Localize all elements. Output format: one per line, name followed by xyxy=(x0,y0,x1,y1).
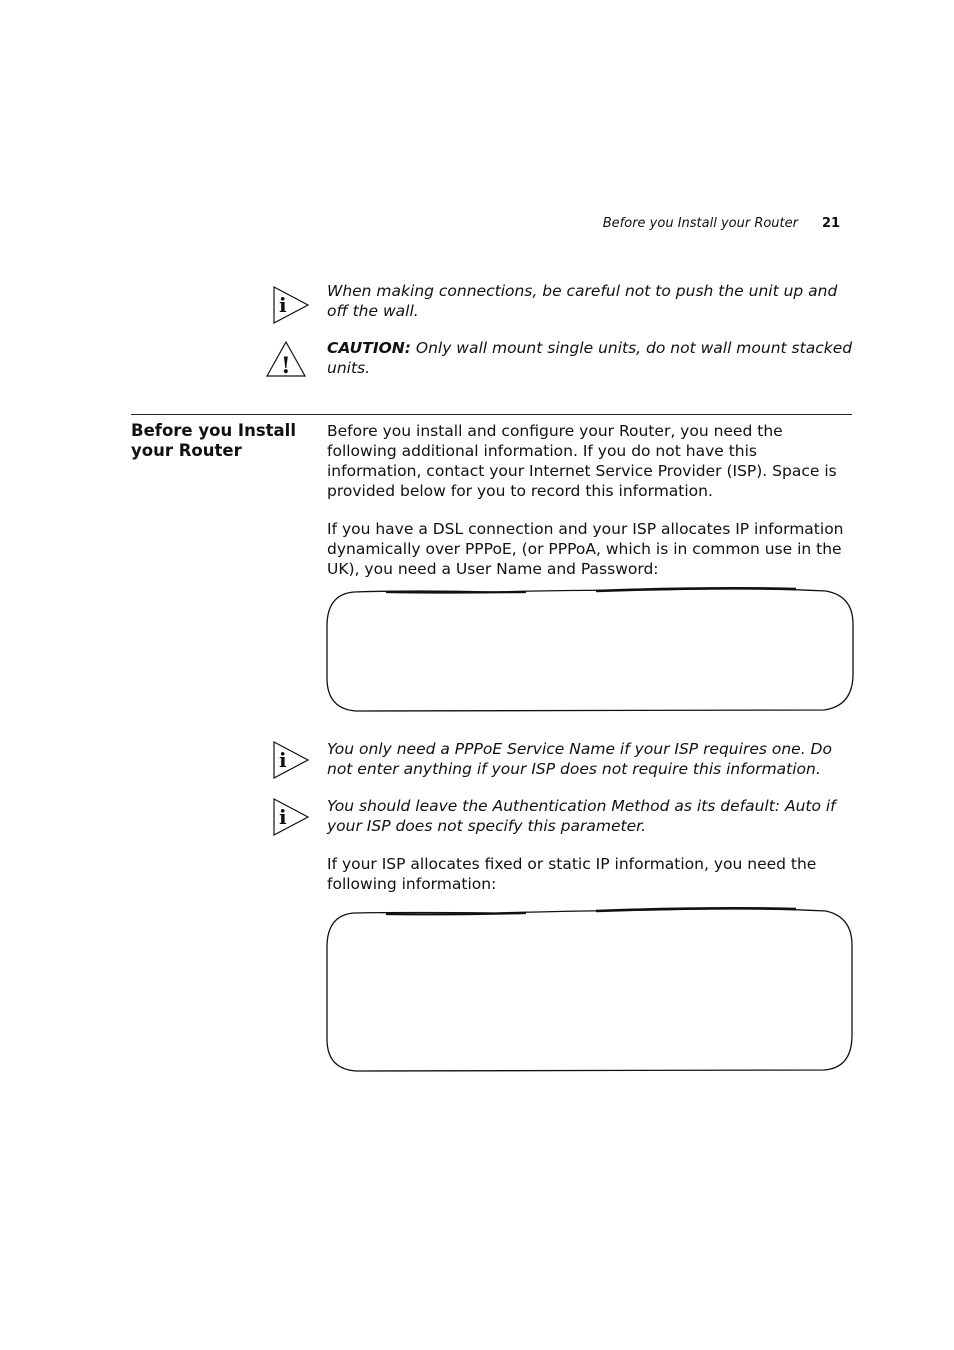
section-heading: Before you Install your Router xyxy=(131,421,296,460)
caution-note xyxy=(327,338,855,378)
caution-label: CAUTION: xyxy=(327,339,411,357)
note-service-name: You only need a PPPoE Service Name if your ISP requires one. Do not enter anything if your ISP does not require this information. xyxy=(327,740,832,778)
note-connections: When making connections, be careful not to push the unit up and off the wall. xyxy=(327,282,838,320)
svg-text:i: i xyxy=(279,805,287,829)
info-icon xyxy=(272,797,312,839)
running-header-title: Before you Install your Router xyxy=(602,216,798,231)
dsl-paragraph: If you have a DSL connection and your ISP allocates IP information dynamically over PPPoE, (or PPPoA, which is in common use in the UK), you need a User Name and Password: xyxy=(327,520,844,578)
intro-paragraph: Before you install and configure your Router, you need the following additional information. If you do not have this information, contact your Internet Service Provider (ISP). Space is provided below for you to record this information. xyxy=(327,422,837,500)
page-number: 21 xyxy=(822,216,841,231)
section-divider xyxy=(131,414,852,415)
caution-text: Only wall mount single units, do not wall mount stacked units. xyxy=(327,339,853,377)
info-icon xyxy=(272,285,312,327)
svg-text:i: i xyxy=(279,293,287,317)
info-icon xyxy=(272,740,312,782)
record-box-static-ip xyxy=(326,905,856,1075)
svg-text:!: ! xyxy=(281,353,291,379)
svg-text:i: i xyxy=(279,748,287,772)
record-box-pppoe xyxy=(326,584,856,714)
static-ip-paragraph: If your ISP allocates fixed or static IP information, you need the following information: xyxy=(327,855,817,893)
warning-icon xyxy=(265,340,305,382)
note-authentication: You should leave the Authentication Method as its default: Auto if your ISP does not specify this parameter. xyxy=(327,797,836,835)
